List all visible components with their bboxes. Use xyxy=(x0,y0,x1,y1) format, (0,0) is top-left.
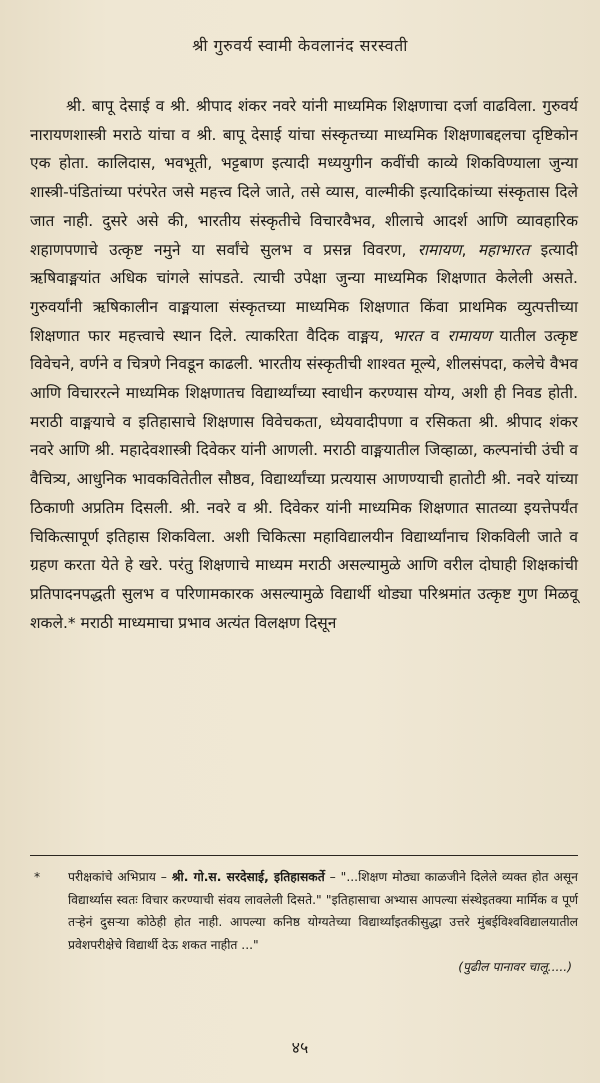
paragraph-text-2: , xyxy=(461,240,478,259)
paragraph-text-3: इत्यादी ऋषिवाङ्मयांत अधिक चांगले सांपडते. त्याची उपेक्षा जुन्या माध्यमिक शिक्षणात केलेली असते. गुरुवर्यांनी ऋषिकालीन वाङ्मयाला संस्कृतच्या माध्यमिक शिक्षणात किंवा प्राथमिक व्युत्पत्तीच्या शिक्षणात फार महत्त्वाचे स्थान दिले. त्याकरिता वैदिक वाङ्मय, xyxy=(30,240,578,345)
emphasis-ramayan-2: रामायण xyxy=(447,326,492,345)
body-text xyxy=(30,92,578,637)
continued-note: (पुढील पानावर चालू.....) xyxy=(458,960,572,975)
main-paragraph xyxy=(30,92,578,637)
emphasis-bharat: भारत xyxy=(392,326,423,345)
emphasis-ramayan: रामायण xyxy=(417,240,462,259)
paragraph-text-1: श्री. बापू देसाई व श्री. श्रीपाद शंकर नवरे यांनी माध्यमिक शिक्षणाचा दर्जा वाढविला. गुरुवर्य नारायणशास्त्री मराठे यांचा व श्री. बापू देसाई यांचा संस्कृतच्या माध्यमिक शिक्षणाबद्दलचा दृष्टिकोन एक होता. कालिदास, भवभूती, भट्टबाण इत्यादी मध्ययुगीन कवींची काव्ये शिकविण्याला जुन्या शास्त्री-पंडितांच्या परंपरेत जसे महत्त्व दिले जाते, तसे व्यास, वाल्मीकी इत्यादिकांच्या संस्कृतास दिले जात नाही. दुसरे असे की, भारतीय संस्कृतीचे विचारवैभव, शीलाचे आदर्श आणि व्यावहारिक शहाणपणाचे उत्कृष्ट नमुने या सर्वांचे सुलभ व प्रसन्न विवरण, xyxy=(30,97,578,259)
running-head: श्री गुरुवर्य स्वामी केवलानंद सरस्वती xyxy=(192,36,408,55)
paragraph-text-4: व xyxy=(422,326,448,345)
page-number: ४५ xyxy=(291,1038,309,1057)
footnote-lead: परीक्षकांचे अभिप्राय – xyxy=(68,870,172,884)
paragraph-text-5: यातील उत्कृष्ट विवेचने, वर्णने व चित्रणे निवडून काढली. भारतीय संस्कृतीची शाश्वत मूल्ये, शीलसंपदा, कलेचे वैभव आणि विचाररत्ने माध्यमिक शिक्षणातच विद्यार्थ्यांच्या स्वाधीन करण्यास योग्य, अशी ही निवड होती. मराठी वाङ्मयाचे व इतिहासाचे शिक्षणास विवेचकता, ध्येयवादीपणा व रसिकता श्री. श्रीपाद शंकर नवरे आणि श्री. महादेवशास्त्री दिवेकर यांनी आणली. मराठी वाङ्मयातील जिव्हाळा, कल्पनांची उंची व वैचित्र्य, आधुनिक भावकवितेतील सौष्ठव, विद्यार्थ्यांच्या प्रत्ययास आणण्याची हातोटी श्री. नवरे यांच्या ठिकाणी अप्रतिम दिसली. श्री. नवरे व श्री. दिवेकर यांनी माध्यमिक शिक्षणात सातव्या इयत्तेपर्यंत चिकित्सापूर्ण इतिहास शिकविला. अशी चिकित्सा महाविद्यालयीन विद्यार्थ्यांनाच शिकविली जाते व ग्रहण करता येते हे खरे. परंतु शिक्षणाचे माध्यम मराठी असल्यामुळे आणि वरील दोघाही शिक्षकांची प्रतिपादनपद्धती सुलभ व परिणामकारक असल्यामुळे विद्यार्थी थोड्या परिश्रमांत उत्कृष्ट गुण मिळवू शकले.* मराठी माध्यमाचा प्रभाव अत्यंत विलक्षण दिसून xyxy=(30,326,578,632)
footnote-body xyxy=(68,866,578,956)
emphasis-mahabharat: महाभारत xyxy=(477,240,530,259)
footnote xyxy=(30,866,578,979)
footnote-author: श्री. गो.स. सरदेसाई, इतिहासकर्ते xyxy=(171,870,325,884)
footnote-marker: * xyxy=(34,870,41,884)
footnote-text: – "...शिक्षण मोठ्या काळजीने दिलेले व्यक्त होत असून विद्यार्थ्यास स्वतः विचार करण्याची संवय लावलेली दिसते." "इतिहासाचा अभ्यास आपल्या संस्थेइतक्या मार्मिक व पूर्ण तऱ्हेनं दुसऱ्या कोठेही होत नाही. आपल्या कनिष्ठ योग्यतेच्या विद्यार्थ्यांइतकीसुद्धा उत्तरे मुंबईविश्वविद्यालयातील प्रवेशपरीक्षेचे विद्यार्थी देऊ शकत नाहीत ..." xyxy=(68,870,578,952)
footnote-divider xyxy=(30,855,578,856)
